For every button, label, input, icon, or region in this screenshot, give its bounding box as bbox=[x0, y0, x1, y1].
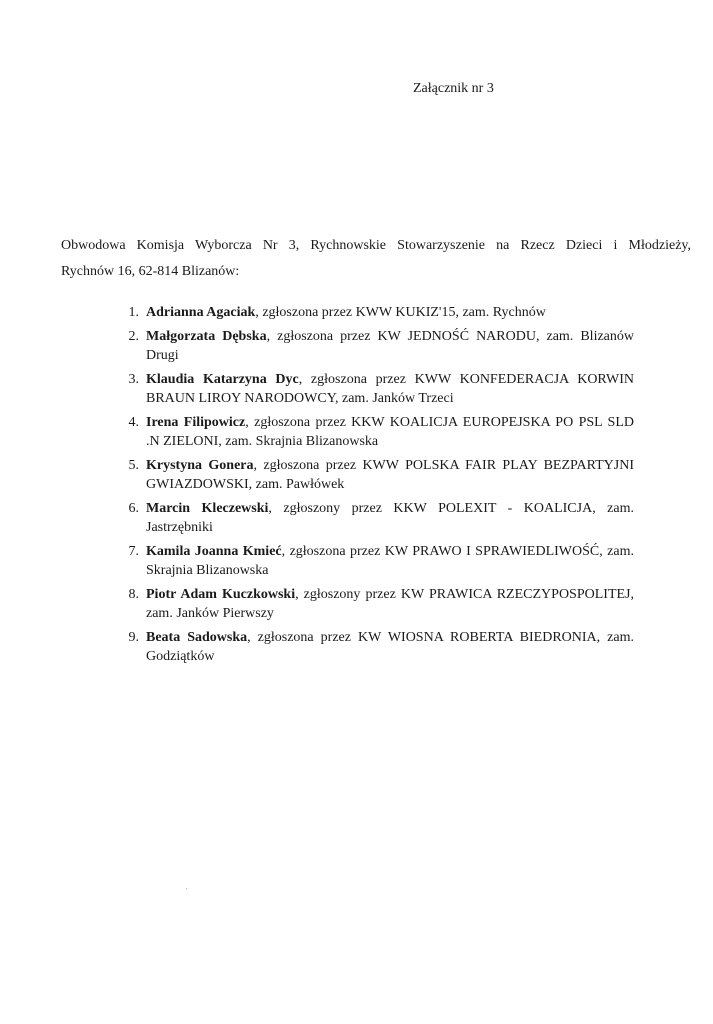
member-details: , zgłoszona przez KW JEDNOŚĆ NARODU, zam. Blizanów Drugi bbox=[146, 329, 634, 363]
member-details: , zgłoszona przez KWW KUKIZ'15, zam. Rychnów bbox=[255, 305, 546, 320]
list-item bbox=[114, 585, 634, 623]
member-details: , zgłoszony przez KW PRAWICA RZECZYPOSPOLITEJ, zam. Janków Pierwszy bbox=[146, 587, 635, 621]
item-number: 3. bbox=[128, 372, 139, 387]
commission-intro bbox=[61, 233, 691, 285]
scan-speck bbox=[186, 888, 187, 889]
item-number: 2. bbox=[128, 329, 139, 344]
member-details: , zgłoszony przez KKW POLEXIT - KOALICJA, zam. Jastrzębniki bbox=[146, 501, 635, 535]
item-number: 8. bbox=[128, 587, 139, 602]
list-item bbox=[114, 303, 634, 322]
member-name: Klaudia Katarzyna Dyc bbox=[146, 372, 299, 387]
member-details: , zgłoszona przez KW WIOSNA ROBERTA BIEDRONIA, zam. Godziątków bbox=[146, 630, 634, 664]
commission-address-line: Rychnów 16, 62-814 Blizanów: bbox=[61, 264, 240, 279]
item-number: 1. bbox=[128, 305, 139, 320]
list-item bbox=[114, 413, 634, 451]
member-name: Marcin Kleczewski bbox=[146, 501, 269, 516]
member-name: Kamila Joanna Kmieć bbox=[146, 544, 282, 559]
item-number: 9. bbox=[128, 630, 139, 645]
member-name: Beata Sadowska bbox=[146, 630, 248, 645]
item-number: 7. bbox=[128, 544, 139, 559]
list-item bbox=[114, 628, 634, 666]
item-number: 5. bbox=[128, 458, 139, 473]
list-item bbox=[114, 542, 634, 580]
list-item bbox=[114, 327, 634, 365]
list-item bbox=[114, 499, 634, 537]
attachment-label: Załącznik nr 3 bbox=[413, 81, 494, 96]
item-number: 4. bbox=[128, 415, 139, 430]
member-details: , zgłoszona przez KWW POLSKA FAIR PLAY BEZPARTYJNI GWIAZDOWSKI, zam. Pawłówek bbox=[146, 458, 635, 492]
list-item bbox=[114, 370, 634, 408]
member-details: , zgłoszona przez KKW KOALICJA EUROPEJSKA PO PSL SLD .N ZIELONI, zam. Skrajnia Blizanowska bbox=[146, 415, 635, 449]
member-name: Irena Filipowicz bbox=[146, 415, 246, 430]
list-item bbox=[114, 456, 634, 494]
member-details: , zgłoszona przez KW PRAWO I SPRAWIEDLIWOŚĆ, zam. Skrajnia Blizanowska bbox=[146, 544, 635, 578]
member-name: Piotr Adam Kuczkowski bbox=[146, 587, 296, 602]
member-name: Małgorzata Dębska bbox=[146, 329, 267, 344]
members-list bbox=[114, 303, 634, 671]
member-name: Adrianna Agaciak bbox=[146, 305, 256, 320]
member-name: Krystyna Gonera bbox=[146, 458, 254, 473]
item-number: 6. bbox=[128, 501, 139, 516]
member-details: , zgłoszona przez KWW KONFEDERACJA KORWIN BRAUN LIROY NARODOWCY, zam. Janków Trzeci bbox=[146, 372, 634, 406]
commission-name-line: Obwodowa Komisja Wyborcza Nr 3, Rychnowskie Stowarzyszenie na Rzecz Dzieci i Młodzieży, bbox=[61, 238, 691, 253]
